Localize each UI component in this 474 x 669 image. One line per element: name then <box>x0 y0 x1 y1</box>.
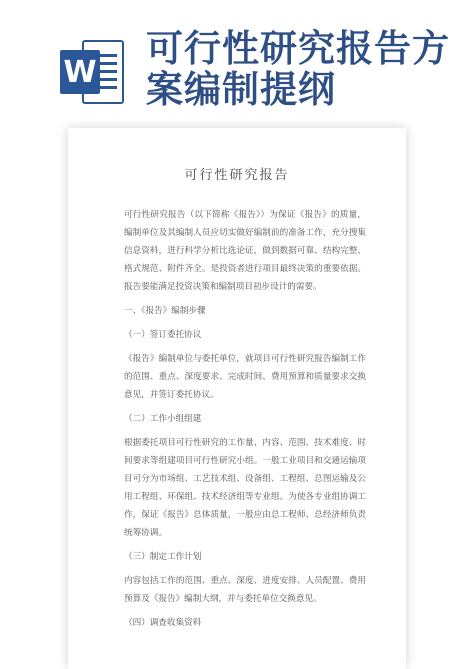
paragraph: 根据委托项目可行性研究的工作量、内容、范围、技术难度、时间要求等组建项目可行性研究小组。一般工业项目和交通运输项目可分为市场组、工艺技术组、设备组、工程组、总图运输及公用工程组、环保组、技术经济组等专业组。为使各专业组协调工作，保证《报告》总体质量，一般应由总工程师、总经济师负责统筹协调。 <box>124 438 366 538</box>
word-badge: W <box>60 50 100 94</box>
paragraph: 可行性研究报告（以下简称《报告》）为保证《报告》的质量，编制单位及其编制人员应切实做好编制前的准备工作，充分搜集信息资料，进行科学分析比选论证，做到数据可靠、结构完整、格式规范、附件齐全。是投资者进行项目最终决策的重要依据。报告要能满足投资决策和编制项目初步设计的需要。 <box>124 210 366 292</box>
banner-title <box>146 28 466 110</box>
word-document-icon <box>60 40 126 104</box>
subsection-heading: （四）调查收集资料 <box>124 618 202 628</box>
section-heading: 一、《报告》编制步骤 <box>124 306 206 316</box>
paragraph: 内容包括工作的范围、重点、深度、进度安排、人员配置、费用预算及《报告》编制大纲，并与委托单位交换意见。 <box>124 576 366 604</box>
banner-title-line-1: 可行性研究报告方 <box>146 27 450 70</box>
subsection-heading: （二）工作小组组建 <box>124 414 202 424</box>
document-body <box>124 206 366 638</box>
banner <box>0 0 474 120</box>
banner-title-line-2: 案编制提纲 <box>146 68 336 111</box>
document-page <box>68 128 406 669</box>
document-title: 可行性研究报告 <box>184 168 290 183</box>
subsection-heading: （三）制定工作计划 <box>124 552 202 562</box>
paragraph: 《报告》编制单位与委托单位，就项目可行性研究报告编制工作的范围、重点、深度要求、完成时间、费用预算和质量要求交换意见，并签订委托协议。 <box>124 354 366 400</box>
subsection-heading: （一）签订委托协议 <box>124 330 202 340</box>
